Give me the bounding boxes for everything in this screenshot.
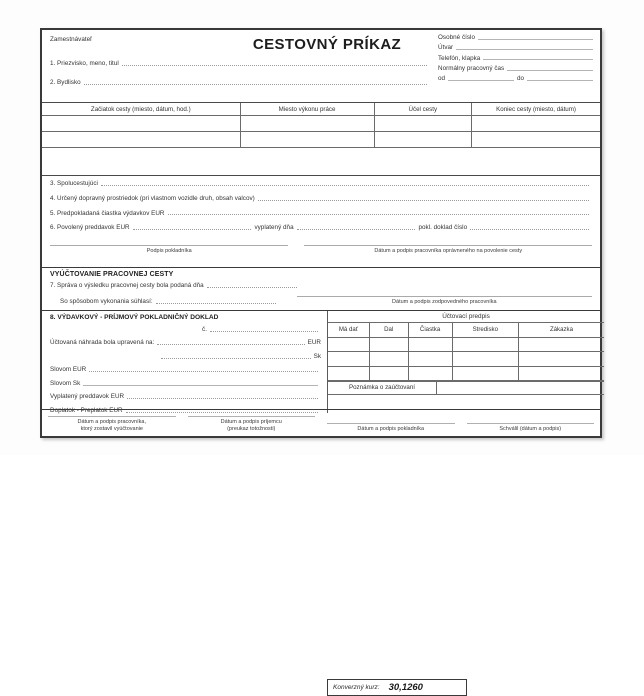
cell-trip-end[interactable] xyxy=(472,116,600,132)
signature-authorizer-caption: Dátum a podpis pracovníka oprávneného na povolenie cesty xyxy=(374,247,523,254)
cell-trip-start[interactable] xyxy=(42,132,240,148)
signature-cashier-footer-caption: Dátum a podpis pokladníka xyxy=(357,426,425,432)
field-time-range[interactable] xyxy=(438,76,596,82)
agreement-label: So spôsobom vykonania súhlasí: xyxy=(60,298,153,306)
cell-trip-purpose[interactable] xyxy=(374,132,472,148)
field-adjusted-compensation-sk[interactable] xyxy=(50,354,321,360)
cell-cost-center[interactable] xyxy=(452,352,518,367)
cell-order[interactable] xyxy=(518,337,604,352)
cell-amount[interactable] xyxy=(408,366,452,381)
column-credit: Dal xyxy=(369,323,408,337)
cell-trip-end[interactable] xyxy=(472,132,600,148)
signature-responsible-caption: Dátum a podpis zodpovedného pracovníka xyxy=(392,298,497,305)
unit-sk: Sk xyxy=(313,352,321,360)
signature-line xyxy=(467,423,595,424)
advance-label: 6. Povolený preddavok EUR xyxy=(50,224,130,232)
unit-eur: EUR xyxy=(307,339,321,347)
field-co-travellers[interactable] xyxy=(50,181,592,187)
signature-recipient-caption-line1: Dátum a podpis príjemcu xyxy=(220,419,282,425)
accounting-header-row xyxy=(328,323,604,337)
cash-doc-number-label: pokl. doklad číslo xyxy=(418,224,468,232)
field-in-words-eur[interactable] xyxy=(50,367,321,373)
column-trip-start: Začiatok cesty (miesto, dátum, hod.) xyxy=(42,103,240,116)
table-row[interactable] xyxy=(328,337,604,352)
field-report-submitted[interactable] xyxy=(50,283,592,289)
signature-line xyxy=(297,296,592,297)
conversion-rate-value: 30,1260 xyxy=(388,682,423,693)
department-input[interactable] xyxy=(456,49,593,50)
field-in-words-sk[interactable] xyxy=(50,381,321,387)
adjusted-compensation-sk-input[interactable] xyxy=(161,358,311,359)
cell-work-place[interactable] xyxy=(240,116,374,132)
field-residence[interactable] xyxy=(50,80,430,86)
cell-order[interactable] xyxy=(518,352,604,367)
in-words-eur-input[interactable] xyxy=(89,371,318,372)
signature-approver[interactable] xyxy=(461,416,601,433)
settlement-heading: VYÚČTOVANIE PRACOVNEJ CESTY xyxy=(50,271,174,278)
paid-on-input[interactable] xyxy=(297,229,416,230)
transport-input[interactable] xyxy=(258,200,589,201)
form-header xyxy=(42,30,600,102)
signature-approver-caption: Schválil (dátum a podpis) xyxy=(499,426,562,432)
column-cost-center: Stredisko xyxy=(452,323,518,337)
top-signature-strip xyxy=(42,245,600,267)
cell-credit[interactable] xyxy=(369,352,408,367)
cash-doc-number-input[interactable] xyxy=(470,229,589,230)
cell-debit[interactable] xyxy=(328,366,369,381)
surname-name-title-input[interactable] xyxy=(122,65,427,66)
signature-line xyxy=(327,423,455,424)
time-to-input[interactable] xyxy=(527,80,593,81)
residence-input[interactable] xyxy=(84,84,427,85)
column-trip-end: Koniec cesty (miesto, dátum) xyxy=(472,103,600,116)
field-advance[interactable] xyxy=(50,225,592,231)
cell-debit[interactable] xyxy=(328,337,369,352)
signature-authorizer[interactable] xyxy=(304,245,592,254)
phone-label: Telefón, klapka xyxy=(438,54,481,62)
time-to-label: do xyxy=(517,75,525,83)
column-amount: Čiastka xyxy=(408,323,452,337)
table-row[interactable] xyxy=(42,132,600,148)
field-transport[interactable] xyxy=(50,196,592,202)
report-submitted-input[interactable] xyxy=(207,287,297,288)
working-hours-label: Normálny pracovný čas xyxy=(438,64,505,72)
paid-on-label: vyplatený dňa xyxy=(254,224,294,232)
residence-label: 2. Bydlisko xyxy=(50,79,81,87)
phone-input[interactable] xyxy=(483,59,593,60)
travel-order-form xyxy=(40,28,602,693)
column-order: Zákazka xyxy=(518,323,604,337)
accounting-note-row xyxy=(328,381,604,395)
in-words-sk-input[interactable] xyxy=(83,385,318,386)
advance-input[interactable] xyxy=(133,229,252,230)
accounting-note-input[interactable] xyxy=(437,382,604,394)
field-doc-number[interactable] xyxy=(50,327,321,333)
surname-name-title-label: 1. Priezvisko, meno, titul xyxy=(50,60,119,67)
accounting-note-label: Poznámka o zaúčtovaní xyxy=(328,382,437,394)
signature-line xyxy=(50,245,288,246)
trip-table-header-row xyxy=(42,103,600,116)
signature-cashier-caption: Podpis pokladníka xyxy=(146,247,192,254)
adjusted-compensation-label: Účtovaná náhrada bola upravená na: xyxy=(50,339,155,347)
expected-expenses-input[interactable] xyxy=(168,214,590,215)
cell-cost-center[interactable] xyxy=(452,366,518,381)
cell-order[interactable] xyxy=(518,366,604,381)
column-debit: Má dať xyxy=(328,323,369,337)
header-right-fields xyxy=(438,35,596,86)
signature-line xyxy=(188,416,316,417)
cell-credit[interactable] xyxy=(369,337,408,352)
department-label: Útvar xyxy=(438,44,454,52)
field-expected-expenses[interactable] xyxy=(50,211,592,217)
cell-trip-start[interactable] xyxy=(42,116,240,132)
balance-label: Doplatok - Preplatok EUR xyxy=(50,406,123,414)
cash-document-left xyxy=(42,311,327,413)
cell-credit[interactable] xyxy=(369,366,408,381)
paid-advance-label: Vyplatený preddavok EUR xyxy=(50,393,125,401)
personal-number-label: Osobné číslo xyxy=(438,34,475,41)
signature-preparer-caption-line2: ktorý zostavil vyúčtovanie xyxy=(80,425,143,432)
co-travellers-input[interactable] xyxy=(101,185,589,186)
cell-trip-purpose[interactable] xyxy=(374,116,472,132)
table-row[interactable] xyxy=(328,352,604,367)
doc-number-label: č. xyxy=(202,326,207,333)
working-hours-input[interactable] xyxy=(507,70,593,71)
trip-table xyxy=(42,102,600,148)
page-title: CESTOVNÝ PRÍKAZ xyxy=(252,36,402,53)
conversion-rate-box[interactable] xyxy=(327,679,467,696)
cash-document-heading: 8. VÝDAVKOVÝ - PRÍJMOVÝ POKLADNIČNÝ DOKLAD xyxy=(50,314,219,321)
signature-line xyxy=(48,416,176,417)
agreement-input[interactable] xyxy=(156,303,276,304)
in-words-eur-label: Slovom EUR xyxy=(50,366,87,374)
header-left-fields xyxy=(50,61,430,100)
cell-debit[interactable] xyxy=(328,352,369,367)
transport-label: 4. Určený dopravný prostriedok (pri vlastnom vozidle druh, obsah valcov) xyxy=(50,194,255,202)
signature-recipient-caption-line2: (preukaz totožnosti) xyxy=(227,425,276,432)
personal-number-input[interactable] xyxy=(478,39,593,40)
field-adjusted-compensation[interactable] xyxy=(50,340,321,346)
time-from-label: od xyxy=(438,75,446,83)
cell-amount[interactable] xyxy=(408,337,452,352)
field-phone[interactable] xyxy=(438,56,596,62)
table-row[interactable] xyxy=(328,366,604,381)
accounting-title: Účtovací predpis xyxy=(328,311,604,323)
report-submitted-label: 7. Správa o výsledku pracovnej cesty bola podaná dňa xyxy=(50,282,204,289)
in-words-sk-label: Slovom Sk xyxy=(50,379,81,387)
paid-advance-input[interactable] xyxy=(127,398,318,399)
field-department[interactable] xyxy=(438,45,596,51)
accounting-table xyxy=(328,323,604,381)
signature-recipient[interactable] xyxy=(182,416,322,433)
signature-preparer[interactable] xyxy=(42,416,182,433)
time-from-input[interactable] xyxy=(448,80,514,81)
expected-expenses-label: 5. Predpokladaná čiastka výdavkov EUR xyxy=(50,209,165,217)
signature-line xyxy=(304,245,592,246)
field-personal-number[interactable] xyxy=(438,35,596,41)
footer-signature-strip xyxy=(42,406,600,436)
field-surname-name-title[interactable] xyxy=(50,61,430,67)
cell-cost-center[interactable] xyxy=(452,337,518,352)
signature-cashier-footer[interactable] xyxy=(321,416,461,433)
signature-cashier[interactable] xyxy=(50,245,304,254)
employer-label: Zamestnávateľ xyxy=(50,36,92,43)
conversion-rate-label: Konverzný kurz: xyxy=(333,684,380,691)
numbered-fields xyxy=(42,175,600,240)
co-travellers-label: 3. Spolucestujúci xyxy=(50,180,98,187)
conversion-rate-field[interactable] xyxy=(327,679,467,696)
table-row[interactable] xyxy=(42,116,600,132)
adjusted-compensation-input[interactable] xyxy=(157,344,304,345)
cell-amount[interactable] xyxy=(408,352,452,367)
cell-work-place[interactable] xyxy=(240,132,374,148)
column-trip-purpose: Účel cesty xyxy=(374,103,472,116)
field-working-hours[interactable] xyxy=(438,66,596,72)
settlement-section xyxy=(42,267,600,306)
doc-number-input[interactable] xyxy=(210,331,318,332)
accounting-entry-block xyxy=(327,311,604,413)
column-work-place: Miesto výkonu práce xyxy=(240,103,374,116)
signature-preparer-caption-line1: Dátum a podpis pracovníka, xyxy=(77,419,146,425)
field-agreement-row xyxy=(50,296,592,305)
signature-responsible[interactable] xyxy=(297,296,592,305)
field-paid-advance[interactable] xyxy=(50,394,321,400)
